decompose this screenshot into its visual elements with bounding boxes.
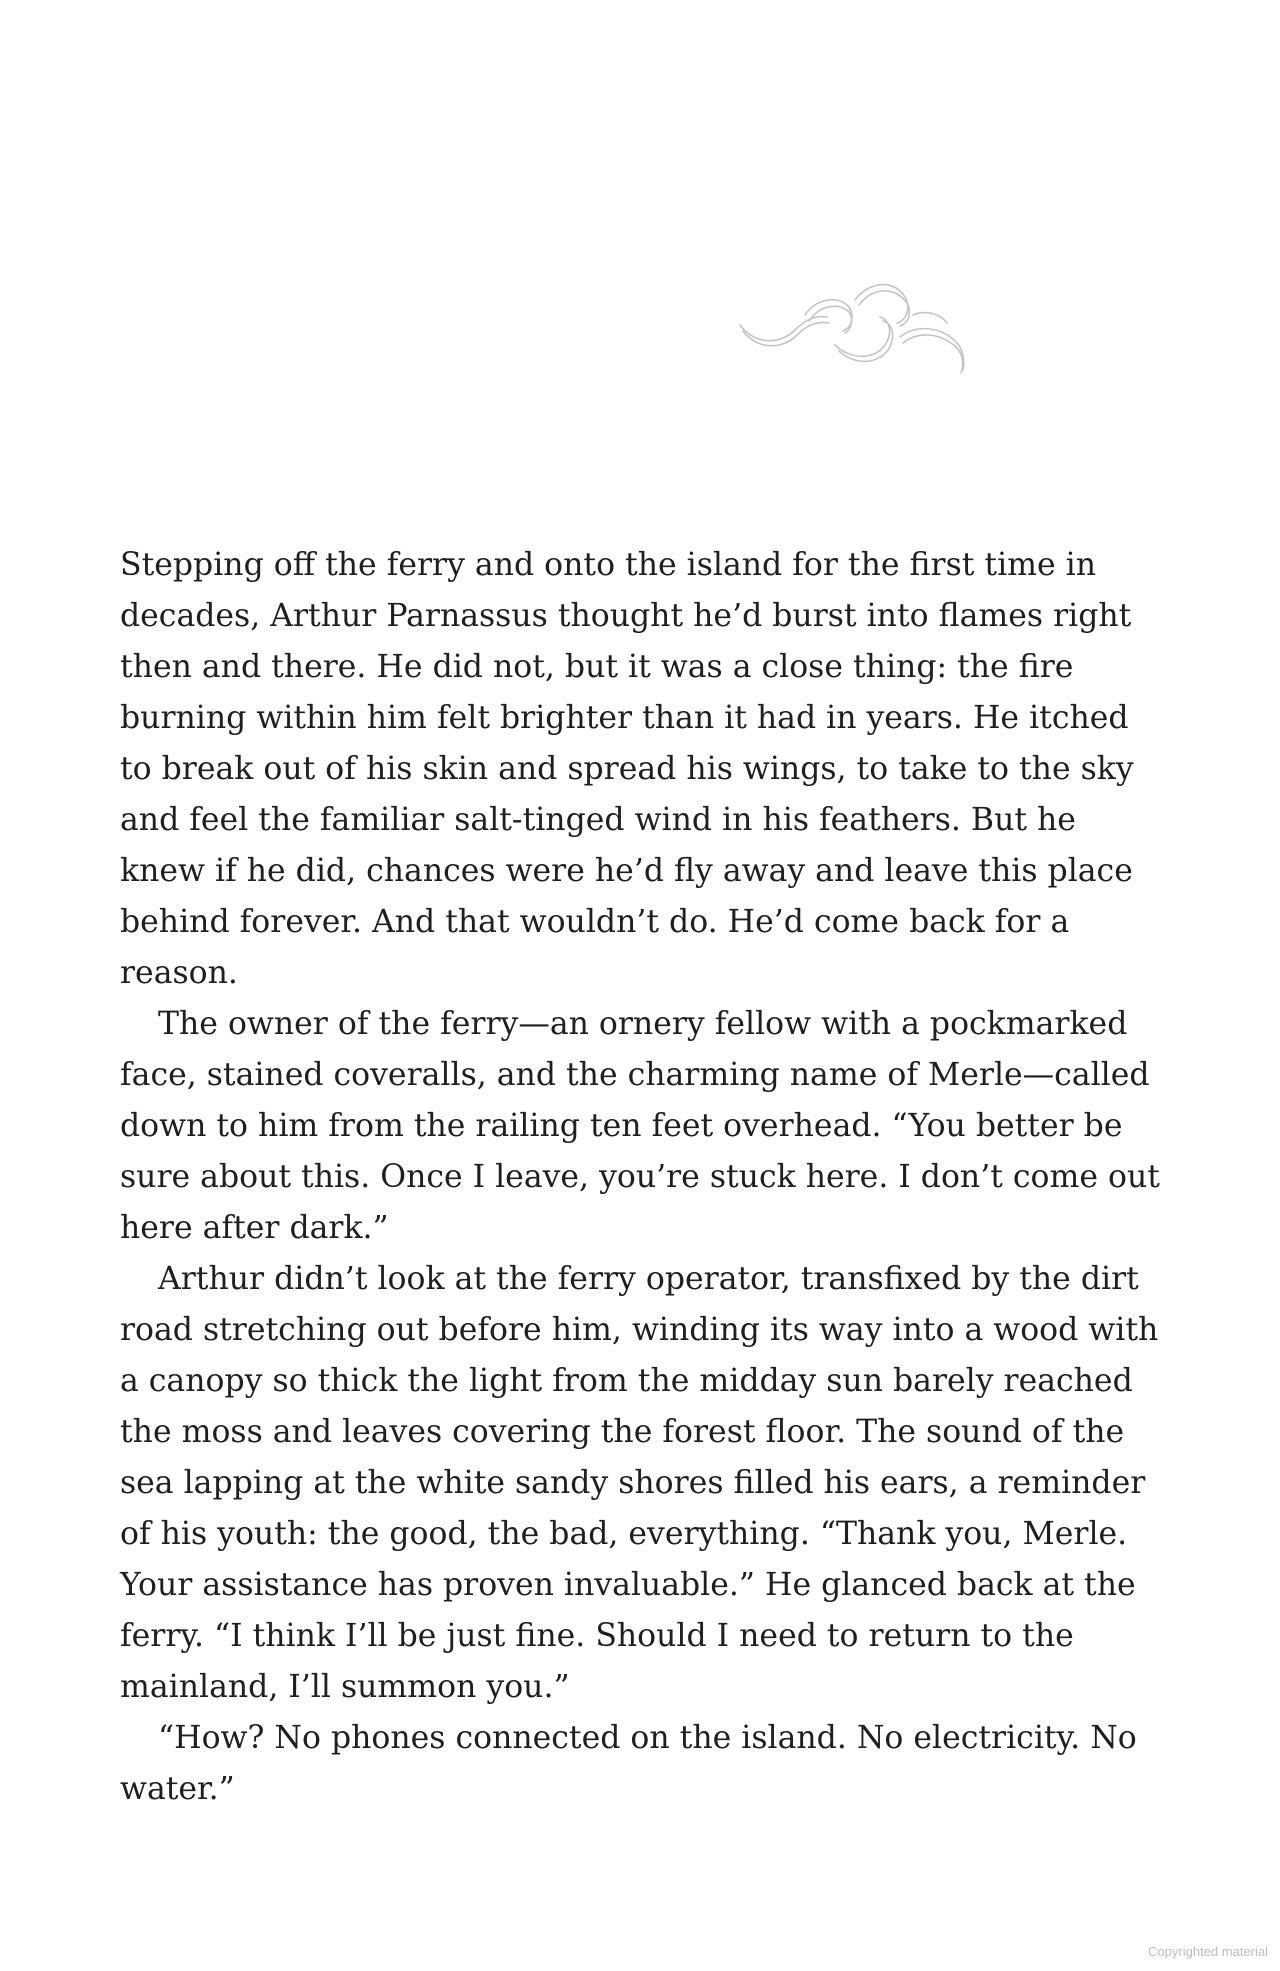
text-line: reason. xyxy=(120,955,238,991)
text-line: of his youth: the good, the bad, everything. “Thank you, Merle. xyxy=(120,1516,1128,1552)
wave-flourish-icon xyxy=(735,275,970,385)
text-line: knew if he did, chances were he’d fly away and leave this place xyxy=(120,853,1133,889)
text-line: Your assistance has proven invaluable.” He glanced back at the xyxy=(120,1567,1136,1603)
text-line: face, stained coveralls, and the charming name of Merle—called xyxy=(120,1057,1150,1093)
text-line: the moss and leaves covering the forest floor. The sound of the xyxy=(120,1414,1125,1450)
text-line: water.” xyxy=(120,1771,235,1807)
text-line: down to him from the railing ten feet overhead. “You better be xyxy=(120,1108,1123,1144)
text-line: mainland, I’ll summon you.” xyxy=(120,1669,570,1705)
body-text xyxy=(120,540,1160,1815)
text-line: ferry. “I think I’ll be just fine. Should I need to return to the xyxy=(120,1618,1074,1654)
text-line: The owner of the ferry—an ornery fellow with a pockmarked xyxy=(158,1006,1128,1042)
text-line: sure about this. Once I leave, you’re stuck here. I don’t come out xyxy=(120,1159,1160,1195)
copyright-watermark: Copyrighted material xyxy=(1148,1944,1268,1959)
text-line: to break out of his skin and spread his wings, to take to the sky xyxy=(120,751,1134,787)
text-line: and feel the familiar salt-tinged wind in his feathers. But he xyxy=(120,802,1076,838)
text-line: then and there. He did not, but it was a close thing: the fire xyxy=(120,649,1074,685)
text-line: sea lapping at the white sandy shores filled his ears, a reminder xyxy=(120,1465,1146,1501)
text-line: behind forever. And that wouldn’t do. He’d come back for a xyxy=(120,904,1070,940)
text-line: burning within him felt brighter than it had in years. He itched xyxy=(120,700,1129,736)
text-line: “How? No phones connected on the island. No electricity. No xyxy=(158,1720,1137,1756)
text-line: here after dark.” xyxy=(120,1210,389,1246)
text-line: road stretching out before him, winding its way into a wood with xyxy=(120,1312,1159,1348)
text-line: a canopy so thick the light from the midday sun barely reached xyxy=(120,1363,1133,1399)
text-line: decades, Arthur Parnassus thought he’d burst into flames right xyxy=(120,598,1132,634)
text-line: Stepping off the ferry and onto the island for the first time in xyxy=(120,547,1097,583)
text-line: Arthur didn’t look at the ferry operator, transfixed by the dirt xyxy=(158,1261,1139,1297)
